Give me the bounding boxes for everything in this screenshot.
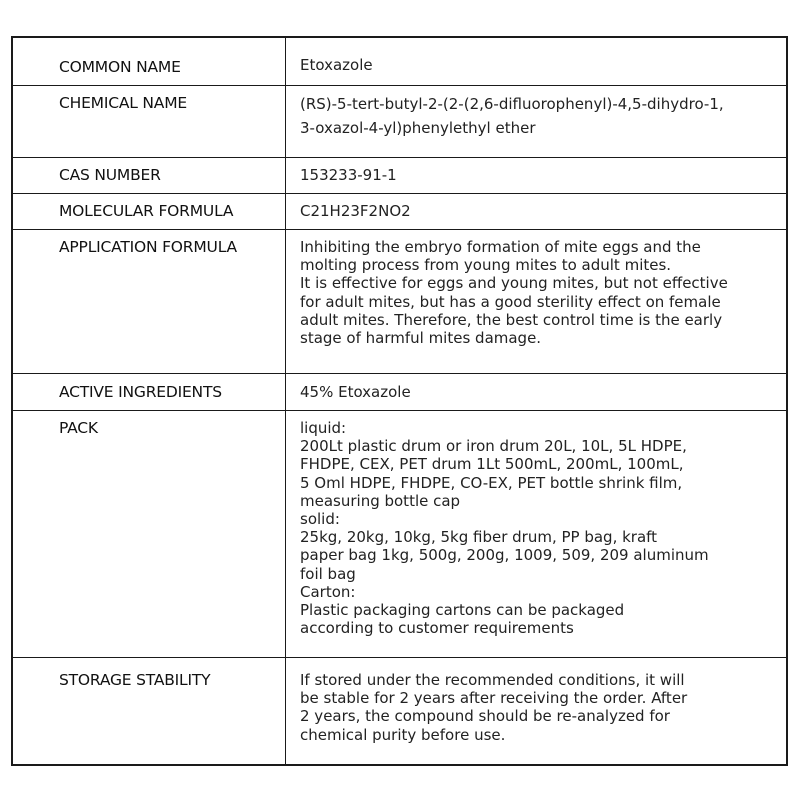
table-row-storage-stability [13,658,786,766]
storage-stability-label: STORAGE STABILITY [59,671,211,689]
active-ingredients-value: 45% Etoxazole [300,383,411,401]
cas-number-label: CAS NUMBER [59,166,161,184]
table-row-pack [13,411,786,658]
pack-label: PACK [59,419,98,437]
chemical-name-value: (RS)-5-tert-butyl-2-(2-(2,6-difluorophenyl)-4,5-dihydro-1, 3-oxazol-4-yl)phenylethyl ether [300,95,724,137]
molecular-formula-value: C21H23F2NO2 [300,202,411,220]
application-formula-label: APPLICATION FORMULA [59,238,237,256]
active-ingredients-label: ACTIVE INGREDIENTS [59,383,222,401]
product-spec-table [11,36,788,766]
storage-stability-value: If stored under the recommended conditions, it will be stable for 2 years after receiving the order. After 2 years, the compound should be re-analyzed for chemical purity before use. [300,671,688,744]
pack-value: liquid: 200Lt plastic drum or iron drum 20L, 10L, 5L HDPE, FHDPE, CEX, PET drum 1Lt 500mL, 200mL, 100mL, 5 Oml HDPE, FHDPE, CO-EX, PET bottle shrink film, measuring bottle cap solid: 25kg, 20kg, 10kg, 5kg fiber drum, PP bag, kraft paper bag 1kg, 500g, 200g, 1009, 509, 209 aluminum foil bag Carton: Plastic packaging cartons can be packaged according to customer requirements [300,419,709,638]
cas-number-value: 153233-91-1 [300,166,397,184]
table-row-common-name [13,38,786,86]
common-name-value: Etoxazole [300,56,373,74]
table-row-molecular-formula [13,194,786,230]
table-row-active-ingredients [13,374,786,411]
molecular-formula-label: MOLECULAR FORMULA [59,202,234,220]
table-row-application-formula [13,230,786,374]
common-name-label: COMMON NAME [59,58,181,76]
table-row-cas-number [13,158,786,194]
application-formula-value: Inhibiting the embryo formation of mite eggs and the molting process from young mites to adult mites. It is effective for eggs and young mites, but not effective for adult mites, but has a good sterility effect on female adult mites. Therefore, the best control time is the early stage of harmful mites damage. [300,238,728,348]
table-row-chemical-name [13,86,786,158]
chemical-name-label: CHEMICAL NAME [59,94,187,112]
